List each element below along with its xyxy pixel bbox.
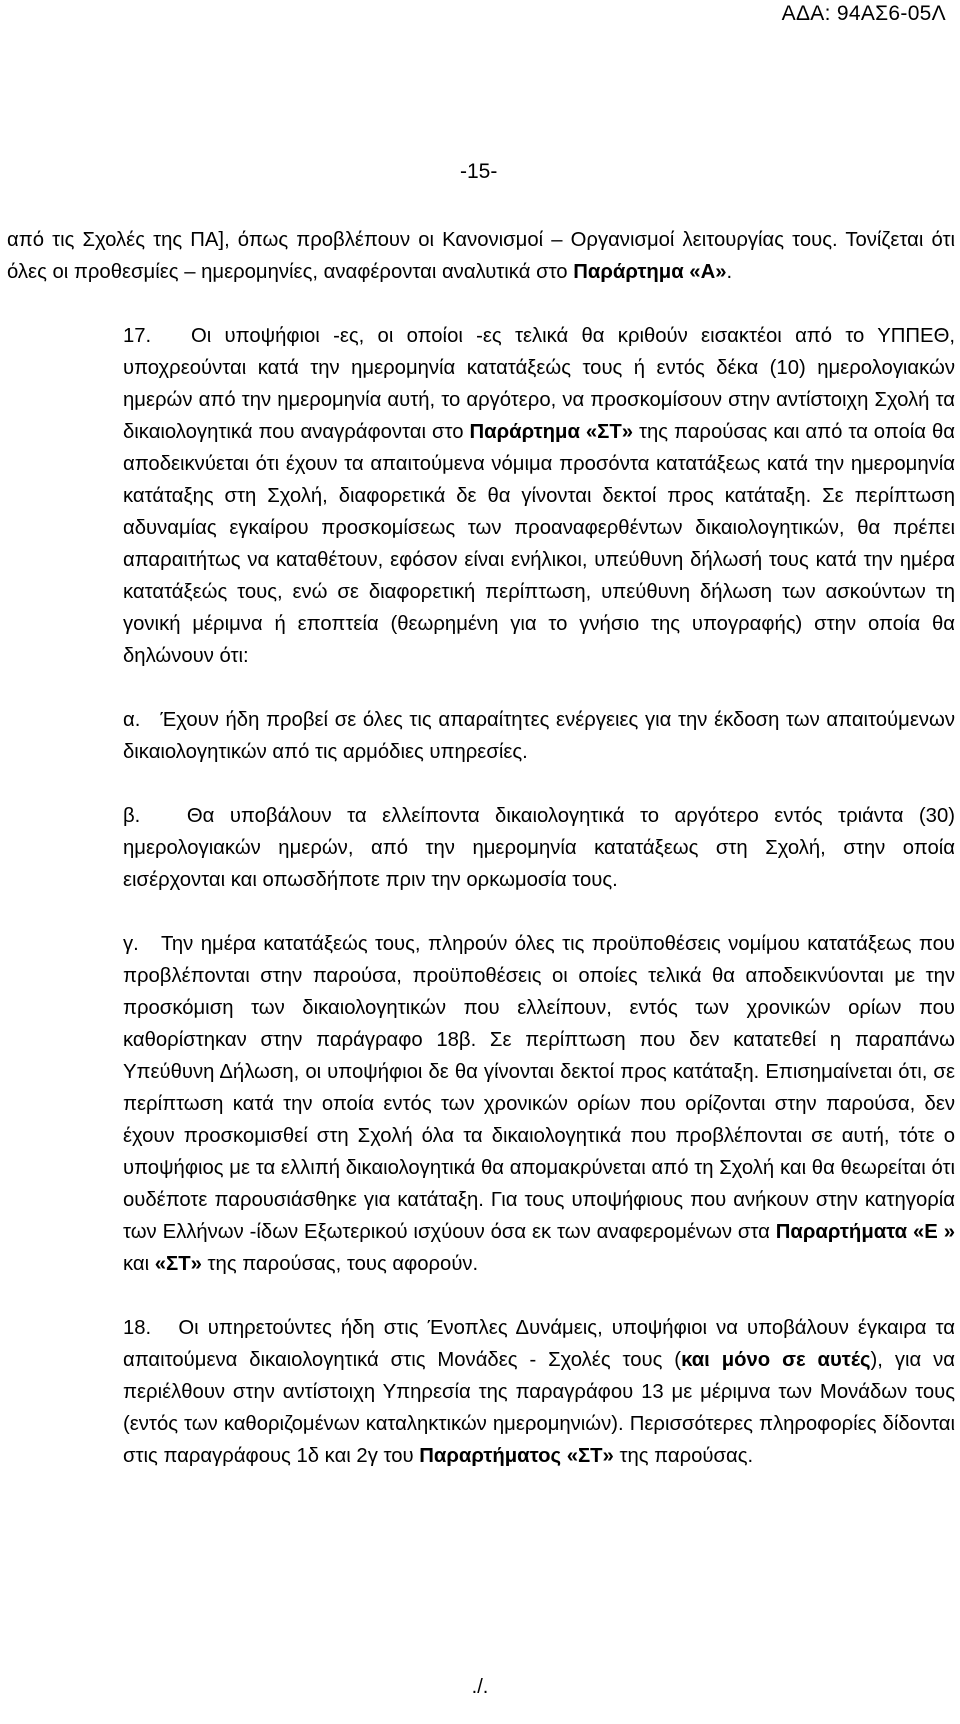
intro-paragraph xyxy=(7,224,955,288)
paragraph-18-text-end: της παρούσας. xyxy=(613,1445,754,1467)
page-number: -15- xyxy=(460,160,498,183)
item-a-text: Έχουν ήδη προβεί σε όλες τις απαραίτητες ενέργειες για την έκδοση των απαιτούμενων δικαιολογητικών από τις αρμόδιες υπηρεσίες. xyxy=(123,709,955,763)
ada-code: ΑΔΑ: 94ΑΣ6-05Λ xyxy=(781,2,946,25)
item-c-number: γ. xyxy=(123,933,139,955)
item-b-text: Θα υποβάλουν τα ελλείποντα δικαιολογητικά το αργότερο εντός τριάντα (30) ημερολογιακών ημερών, από την ημερομηνία κατατάξεως στη Σχολή, στην οποία εισέρχονται και οπωσδήποτε πριν την ορκωμοσία τους. xyxy=(123,805,955,891)
paragraph-18 xyxy=(7,1312,955,1472)
paragraph-18-number: 18. xyxy=(123,1317,152,1339)
paragraph-17 xyxy=(7,320,955,672)
item-c-text: Την ημέρα κατατάξεώς τους, πληρούν όλες τις προϋποθέσεις νομίμου κατατάξεως που προβλέπονται στην παρούσα, προϋποθέσεις οι οποίες τελικά θα αποδεικνύονται με την προσκόμιση των δικαιολογητικών που ελλείπουν, εντός των χρονικών ορίων που καθορίστηκαν στην παράγραφο 18β. Σε περίπτωση που δεν κατατεθεί η παραπάνω Υπεύθυνη Δήλωση, οι υποψήφιοι δε θα γίνονται δεκτοί προς κατάταξη. Επισημαίνεται ότι, σε περίπτωση κατά την οποία εντός των χρονικών ορίων που ορίζονται στην παρούσα, δεν έχουν προσκομισθεί στη Σχολή όλα τα δικαιολογητικά που προβλέπονται σε αυτή, τότε ο υποψήφιος με τα ελλιπή δικαιολογητικά θα απομακρύνεται από τη Σχολή και θα θεωρείται ότι ουδέποτε παρουσιάσθηκε για κατάταξη. Για τους υποψήφιους που ανήκουν στην κατηγορία των Ελλήνων -ίδων Εξωτερικού ισχύουν όσα εκ των αναφερομένων στα xyxy=(123,933,955,1243)
item-a-number: α. xyxy=(123,709,141,731)
item-c-text-and: και xyxy=(123,1253,155,1275)
continuation-mark: ./. xyxy=(471,1676,489,1698)
document-body xyxy=(7,224,955,1472)
item-b-number: β. xyxy=(123,805,141,827)
spacer xyxy=(7,1280,955,1312)
intro-text: από τις Σχολές της ΠΑ], όπως προβλέπουν οι Κανονισμοί – Οργανισμοί λειτουργίας τους. Τονίζεται ότι όλες οι προθεσμίες – ημερομηνίες, αναφέρονται αναλυτικά στο xyxy=(7,229,955,283)
paragraph-17-number: 17. xyxy=(123,325,152,347)
spacer xyxy=(7,768,955,800)
paragraph-17-annex-ref: Παράρτημα «ΣΤ» xyxy=(469,421,633,443)
intro-end: . xyxy=(726,261,733,283)
paragraph-17-text-cont: της παρούσας και από τα οποία θα αποδεικνύεται ότι έχουν τα απαιτούμενα νόμιμα προσόντα κατατάξεως κατά την ημερομηνία κατάταξης στη Σχολή, διαφορετικά δε θα γίνονται δεκτοί προς κατάταξη. Σε περίπτωση αδυναμίας εγκαίρου προσκομίσεως των προαναφερθέντων δικαιολογητικών, θα πρέπει απαραιτήτως να καταθέτουν, εφόσον είναι ενήλικοι, υπεύθυνη δήλωσή τους κατά την ημέρα κατατάξεώς τους, ενώ σε διαφορετική περίπτωση, υπεύθυνη δήλωση των ασκούντων τη γονική μέριμνα ή εποπτεία (θεωρημένη για το γνήσιο της υπογραφής) στην οποία θα δηλώνουν ότι: xyxy=(123,421,955,667)
intro-annex-ref: Παράρτημα «Α» xyxy=(573,261,727,283)
item-c-annex-ref-e: Παραρτήματα «Ε » xyxy=(775,1221,955,1243)
paragraph-18-text: Οι υπηρετούντες ήδη στις Ένοπλες Δυνάμεις, υποψήφιοι να υποβάλουν έγκαιρα τα απαιτούμενα δικαιολογητικά στις Μονάδες - Σχολές τους ( xyxy=(123,1317,955,1371)
paragraph-18-text-cont: ), για να περιέλθουν στην αντίστοιχη Υπηρεσία της παραγράφου 13 με μέριμνα των Μονάδων τους (εντός των καθοριζομένων καταληκτικών ημερομηνιών). Περισσότερες πληροφορίες δίδονται στις παραγράφους 1δ και 2γ του xyxy=(123,1349,955,1467)
item-a xyxy=(7,704,955,768)
spacer xyxy=(7,672,955,704)
paragraph-18-annex-ref: Παραρτήματος «ΣΤ» xyxy=(419,1445,614,1467)
spacer xyxy=(7,288,955,320)
paragraph-18-emphasis: και μόνο σε αυτές xyxy=(681,1349,871,1371)
item-b xyxy=(7,800,955,896)
paragraph-17-text: Οι υποψήφιοι -ες, οι οποίοι -ες τελικά θα κριθούν εισακτέοι από το ΥΠΠΕΘ, υποχρεούνται κατά την ημερομηνία κατατάξεώς τους ή εντός δέκα (10) ημερολογιακών ημερών από την ημερομηνία αυτή, το αργότερο, να προσκομίσουν στην αντίστοιχη Σχολή τα δικαιολογητικά που αναγράφονται στο xyxy=(123,325,955,443)
spacer xyxy=(7,896,955,928)
item-c xyxy=(7,928,955,1280)
item-c-text-end: της παρούσας, τους αφορούν. xyxy=(201,1253,479,1275)
item-c-annex-ref-st: «ΣΤ» xyxy=(154,1253,202,1275)
